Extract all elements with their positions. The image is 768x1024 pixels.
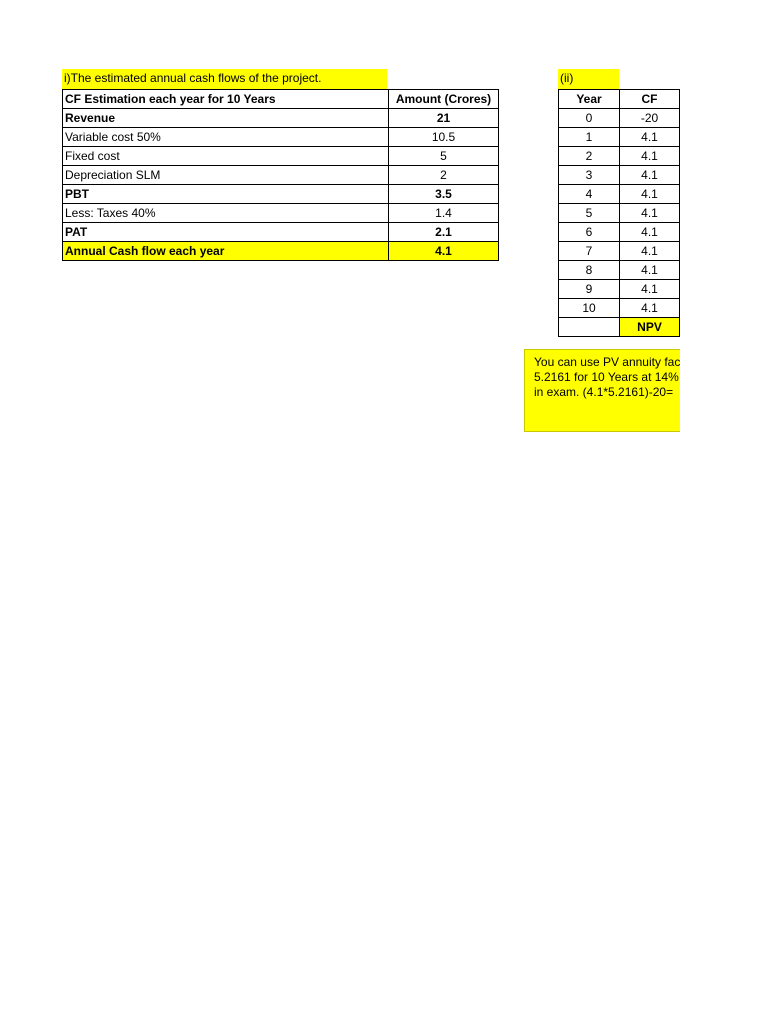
note-line: 5.2161 for 10 Years at 14%	[534, 370, 679, 384]
cf-row-label[interactable]: Variable cost 50%	[62, 127, 389, 147]
npv-cf-cell[interactable]: 4.1	[619, 146, 680, 166]
npv-cf-cell[interactable]: 4.1	[619, 222, 680, 242]
cf-row-value[interactable]: 21	[388, 108, 499, 128]
pv-annuity-note	[524, 349, 680, 432]
cf-row-label[interactable]: Fixed cost	[62, 146, 389, 166]
cf-row-label[interactable]: Revenue	[62, 108, 389, 128]
npv-cf-cell[interactable]: 4.1	[619, 184, 680, 204]
npv-cf-cell[interactable]: 4.1	[619, 298, 680, 318]
npv-year-cell[interactable]: 9	[558, 279, 620, 299]
cf-header-amount[interactable]: Amount (Crores)	[388, 89, 499, 109]
cf-row-value[interactable]: 1.4	[388, 203, 499, 223]
note-line: in exam. (4.1*5.2161)-20=	[534, 385, 674, 399]
section-ii-title: (ii)	[560, 71, 574, 85]
npv-year-cell[interactable]: 4	[558, 184, 620, 204]
npv-cf-cell[interactable]: 4.1	[619, 260, 680, 280]
section-i-title: i)The estimated annual cash flows of the project.	[64, 71, 322, 85]
annual-cash-flow-value[interactable]: 4.1	[388, 241, 499, 261]
npv-cf-cell[interactable]: 4.1	[619, 127, 680, 147]
cf-row-label[interactable]: PAT	[62, 222, 389, 242]
npv-year-cell[interactable]: 0	[558, 108, 620, 128]
cf-row-value[interactable]: 2	[388, 165, 499, 185]
annual-cash-flow-label[interactable]: Annual Cash flow each year	[62, 241, 389, 261]
npv-year-cell[interactable]: 3	[558, 165, 620, 185]
npv-cf-cell[interactable]: 4.1	[619, 165, 680, 185]
npv-cf-cell[interactable]: 4.1	[619, 279, 680, 299]
npv-header-cf[interactable]: CF	[619, 89, 680, 109]
cf-row-value[interactable]: 5	[388, 146, 499, 166]
npv-year-cell[interactable]: 7	[558, 241, 620, 261]
cf-row-value[interactable]: 10.5	[388, 127, 499, 147]
cf-row-value[interactable]: 2.1	[388, 222, 499, 242]
cf-row-value[interactable]: 3.5	[388, 184, 499, 204]
npv-year-cell[interactable]: 5	[558, 203, 620, 223]
cf-row-label[interactable]: PBT	[62, 184, 389, 204]
npv-year-cell[interactable]: 1	[558, 127, 620, 147]
note-line: You can use PV annuity fac	[534, 355, 680, 369]
cf-row-label[interactable]: Less: Taxes 40%	[62, 203, 389, 223]
npv-footer-empty[interactable]	[558, 317, 620, 337]
cf-row-label[interactable]: Depreciation SLM	[62, 165, 389, 185]
npv-cf-cell[interactable]: 4.1	[619, 241, 680, 261]
npv-year-cell[interactable]: 6	[558, 222, 620, 242]
npv-label[interactable]: NPV	[619, 317, 680, 337]
npv-cf-cell[interactable]: -20	[619, 108, 680, 128]
npv-year-cell[interactable]: 8	[558, 260, 620, 280]
npv-year-cell[interactable]: 10	[558, 298, 620, 318]
cf-header-label[interactable]: CF Estimation each year for 10 Years	[62, 89, 389, 109]
npv-cf-cell[interactable]: 4.1	[619, 203, 680, 223]
npv-header-year[interactable]: Year	[558, 89, 620, 109]
npv-year-cell[interactable]: 2	[558, 146, 620, 166]
